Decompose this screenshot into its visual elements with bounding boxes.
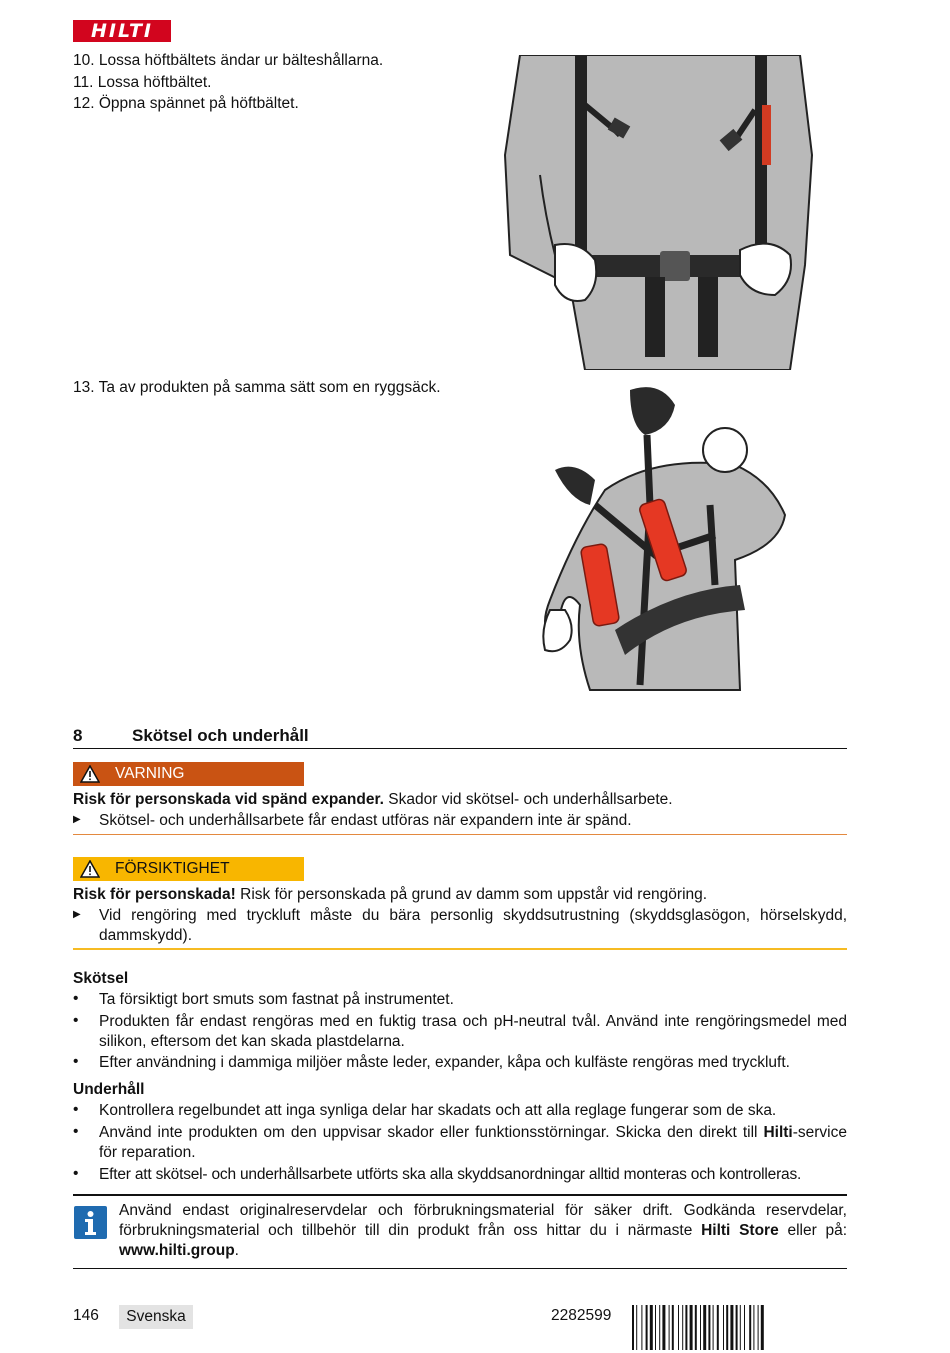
warning-lead — [73, 789, 847, 810]
bullet-dot: • — [73, 1123, 79, 1140]
website-link[interactable]: www.hilti.group — [119, 1242, 235, 1259]
action-triangle-icon: ▶ — [73, 909, 81, 920]
text-run: . — [234, 1242, 239, 1259]
caution-lead-bold: Risk för personskada! — [73, 886, 236, 903]
maintenance-item — [73, 1101, 847, 1121]
care-item-text: Produkten får endast rengöras med en fuktig trasa och pH-neutral tvål. Använd inte rengöringsmedel med silikon, eftersom det kan skada plastdelarna. — [99, 1013, 847, 1050]
page-number: 146 — [73, 1307, 99, 1324]
info-text — [119, 1201, 847, 1261]
warning-divider — [73, 834, 847, 835]
caution-lead-rest: Risk för personskada på grund av damm som uppstår vid rengöring. — [235, 886, 708, 903]
text-run: Använd inte produkten om den uppvisar skador eller funktionsstörningar. Skicka den direkt till — [99, 1124, 764, 1141]
brand-store: Hilti Store — [701, 1222, 779, 1239]
warning-action — [73, 811, 847, 833]
hilti-logo — [73, 20, 171, 42]
bullet-dot: • — [73, 1012, 79, 1029]
barcode — [632, 1305, 846, 1350]
care-item — [73, 1012, 847, 1052]
section-number: 8 — [73, 726, 83, 745]
warning-action-text: Skötsel- och underhållsarbete får endast utföras när expandern inte är spänd. — [99, 812, 632, 829]
language-label — [119, 1305, 193, 1329]
caution-action — [73, 906, 847, 948]
care-item — [73, 1053, 847, 1073]
step-10: 10. Lossa höftbältets ändar ur bälteshållarna. — [73, 52, 384, 69]
maintenance-heading: Underhåll — [73, 1081, 145, 1098]
warning-triangle-icon — [73, 765, 107, 783]
caution-triangle-icon — [73, 860, 107, 878]
action-triangle-icon: ▶ — [73, 814, 81, 825]
language-text: Svenska — [126, 1308, 186, 1325]
warning-lead-rest: Skador vid skötsel- och underhållsarbete. — [383, 791, 673, 808]
section-title: Skötsel och underhåll — [132, 726, 309, 745]
warning-signal-bar — [73, 762, 304, 786]
care-item-text: Ta försiktigt bort smuts som fastnat på instrumentet. — [99, 991, 454, 1008]
info-bottom-rule — [73, 1268, 847, 1269]
maintenance-item-text — [99, 1123, 847, 1163]
text-run: eller på: — [778, 1222, 848, 1239]
info-icon — [74, 1206, 107, 1239]
harness-belt-release-illustration — [500, 55, 815, 370]
text-run: -service för reparation. — [99, 1124, 847, 1161]
caution-signal-bar — [73, 857, 304, 881]
step-11: 11. Lossa höftbältet. — [73, 74, 212, 91]
info-top-rule — [73, 1194, 847, 1196]
maintenance-item-text: Kontrollera regelbundet att inga synliga delar har skadats och att alla reglage fungerar som de ska. — [99, 1102, 777, 1119]
step-12: 12. Öppna spännet på höftbältet. — [73, 95, 299, 112]
brand-name: Hilti — [763, 1124, 793, 1141]
caution-divider — [73, 948, 847, 950]
caution-action-text: Vid rengöring med tryckluft måste du bära personlig skyddsutrustning (skyddsglasögon, hörselskydd, dammskydd). — [99, 907, 847, 944]
care-heading: Skötsel — [73, 970, 129, 987]
care-item — [73, 990, 847, 1010]
maintenance-item-text: Efter att skötsel- och underhållsarbete utförts ska alla skyddsanordningar alltid monteras och kontrolleras. — [99, 1166, 802, 1183]
maintenance-item — [73, 1165, 847, 1185]
bullet-dot: • — [73, 990, 79, 1007]
remove-backpack-illustration — [535, 385, 800, 700]
bullet-dot: • — [73, 1165, 79, 1182]
text-run: Använd endast originalreservdelar och förbrukningsmaterial för säker drift. Godkända reservdelar, förbrukningsmaterial och tillbehör till din produkt från oss hittar du i närmaste — [119, 1202, 847, 1239]
bullet-dot: • — [73, 1101, 79, 1118]
section-heading — [73, 726, 847, 749]
care-item-text: Efter användning i dammiga miljöer måste leder, expander, kåpa och kulfäste rengöras med tryckluft. — [99, 1054, 790, 1071]
bullet-dot: • — [73, 1053, 79, 1070]
warning-lead-bold: Risk för personskada vid spänd expander. — [73, 791, 384, 808]
maintenance-item — [73, 1123, 847, 1163]
step-13: 13. Ta av produkten på samma sätt som en ryggsäck. — [73, 379, 441, 396]
caution-lead — [73, 884, 847, 905]
document-number: 2282599 — [551, 1307, 612, 1324]
logo-text: HILTI — [91, 20, 153, 42]
warning-label: VARNING — [115, 765, 185, 782]
caution-label: FÖRSIKTIGHET — [115, 860, 230, 877]
